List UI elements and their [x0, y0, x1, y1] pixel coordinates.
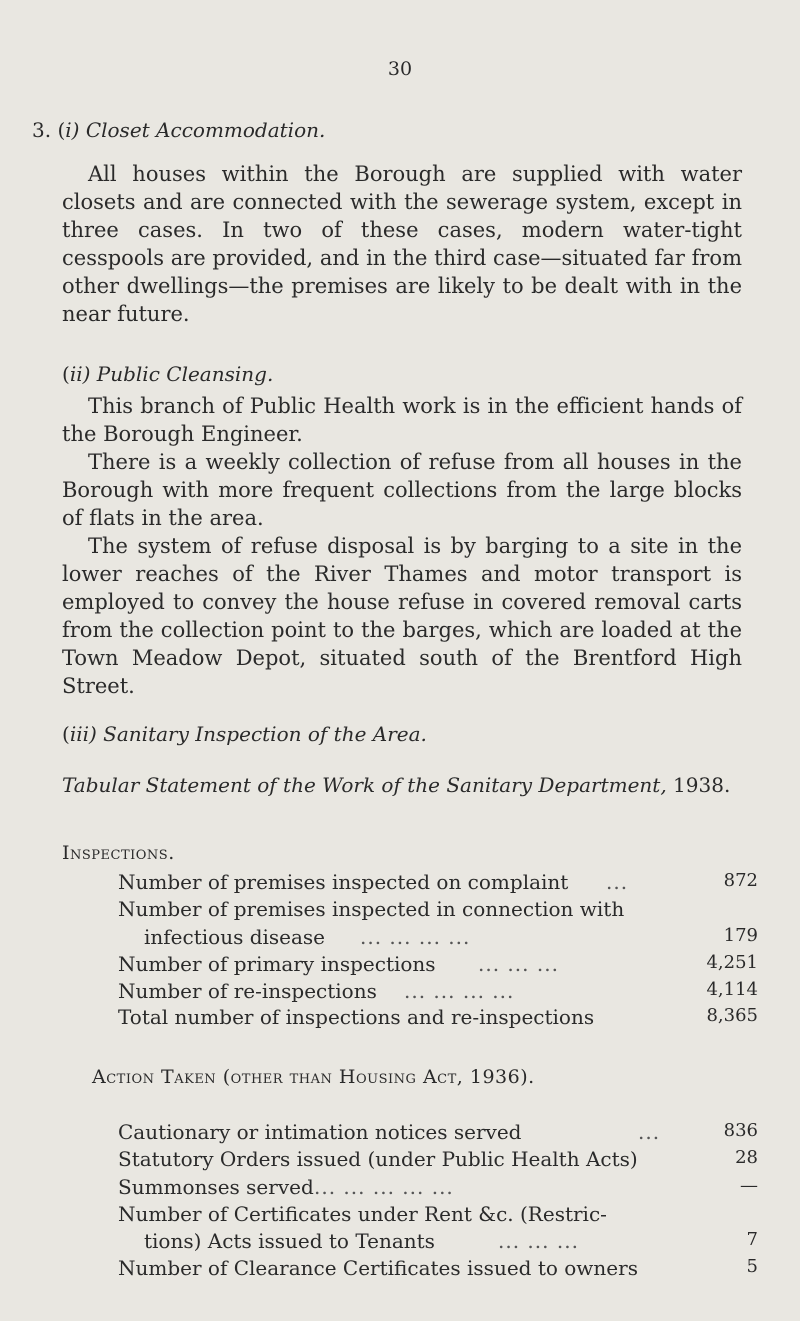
- row-label: Summonses served: [118, 1175, 314, 1199]
- page-number: 30: [387, 58, 413, 80]
- tabular-statement-title: Tabular Statement of the Work of the Sanitary Department, 1938.: [62, 773, 731, 797]
- inspection-row: [118, 979, 758, 1005]
- row-value: —: [740, 1175, 758, 1196]
- row-label: Total number of inspections and re-inspections: [118, 1005, 595, 1029]
- action-row: [118, 1229, 758, 1255]
- row-label: Statutory Orders issued (under Public Health Acts): [118, 1147, 638, 1171]
- leader-dots: ... ... ... ...: [404, 979, 515, 1003]
- leader-dots: ... ... ...: [498, 1229, 579, 1253]
- row-label: Number of Clearance Certificates issued to owners: [118, 1256, 638, 1280]
- row-label: tions) Acts issued to Tenants: [144, 1229, 435, 1253]
- action-row: [118, 1256, 758, 1282]
- row-value: 179: [723, 925, 758, 946]
- public-cleansing-body: [0, 392, 742, 700]
- inspection-row: [118, 1005, 758, 1031]
- inspection-row: [118, 952, 758, 978]
- row-label: Number of primary inspections: [118, 952, 436, 976]
- row-value: 4,114: [706, 979, 758, 1000]
- cleansing-paragraph-3: The system of refuse disposal is by barging to a site in the lower reaches of the River Thames and motor transport is employed to convey the house refuse in covered removal carts from the collection point to the barges, which are loaded at the Town Meadow Depot, situated south of the Brentford High Street.: [62, 534, 742, 698]
- cleansing-paragraph-2: There is a weekly collection of refuse from all houses in the Borough with more frequent collections from the large blocks of flats in the area.: [62, 450, 742, 530]
- inspections-heading: Inspections.: [62, 842, 175, 864]
- action-row: [118, 1202, 758, 1228]
- action-row: [118, 1175, 758, 1201]
- public-cleansing-heading: (ii) Public Cleansing.: [62, 362, 274, 386]
- leader-dots: ... ... ...: [478, 952, 559, 976]
- action-row: [118, 1120, 758, 1146]
- inspection-row: [118, 870, 758, 896]
- row-label: Cautionary or intimation notices served: [118, 1120, 522, 1144]
- cleansing-paragraph-1: This branch of Public Health work is in the efficient hands of the Borough Engineer.: [62, 394, 742, 446]
- action-taken-heading: Action Taken (other than Housing Act, 1936).: [92, 1066, 535, 1088]
- row-value: 5: [746, 1256, 758, 1277]
- leader-dots: ... ... ... ...: [360, 925, 471, 949]
- sanitary-inspection-heading: (iii) Sanitary Inspection of the Area.: [62, 722, 427, 746]
- closet-paragraph: All houses within the Borough are supplied with water closets and are connected with the sewerage system, except in three cases. In two of these cases, modern water-tight cesspools are provided, and in the third case—situated far from other dwellings—the premises are likely to be dealt with in the near future.: [62, 162, 742, 326]
- row-label: Number of premises inspected on complaint: [118, 870, 569, 894]
- leader-dots: ...: [606, 870, 629, 894]
- row-value: 28: [735, 1147, 758, 1168]
- closet-accommodation-heading: 3. (i) Closet Accommodation.: [32, 118, 326, 142]
- row-value: 836: [723, 1120, 758, 1141]
- row-value: 4,251: [706, 952, 758, 973]
- row-label: Number of premises inspected in connection with: [118, 897, 625, 921]
- row-label: infectious disease: [144, 925, 326, 949]
- row-value: 8,365: [706, 1005, 758, 1026]
- leader-dots: ...: [638, 1120, 661, 1144]
- row-value: 872: [723, 870, 758, 891]
- inspection-row: [118, 925, 758, 951]
- action-row: [118, 1147, 758, 1173]
- row-label: Number of re-inspections: [118, 979, 377, 1003]
- inspection-row: [118, 897, 758, 923]
- leader-dots: ... ... ... ... ...: [314, 1175, 454, 1199]
- row-value: 7: [746, 1229, 758, 1250]
- row-label: Number of Certificates under Rent &c. (Restric-: [118, 1202, 607, 1226]
